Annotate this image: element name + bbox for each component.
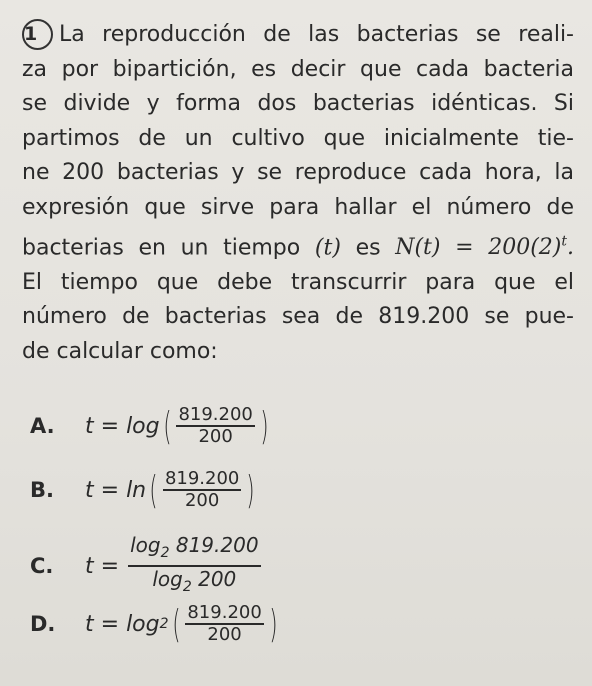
question-line: El tiempo que debe transcurrir para que el (22, 269, 574, 295)
option-lhs: t = (85, 611, 120, 637)
right-paren: ) (260, 404, 269, 448)
log-base: 2 (159, 616, 169, 632)
right-paren: ) (269, 602, 278, 646)
option-c[interactable] (30, 533, 263, 599)
question-line-text: La reproducción de las bacterias se reali- (59, 22, 574, 47)
question-line: expresión que sirve para hallar el número de (22, 194, 574, 220)
question-line (22, 225, 574, 266)
fraction-denominator: 200 (198, 426, 233, 447)
question-line: número de bacterias sea de 819.200 se pue- (22, 304, 574, 330)
option-lhs: t = (85, 477, 120, 503)
formula-base: N(t) = 200(2) (395, 235, 562, 261)
numerator-value: 819.200 (175, 533, 259, 557)
question-line: ne 200 bacterias y se reproduce cada hora, la (22, 160, 574, 185)
option-d[interactable] (30, 603, 281, 645)
fraction (176, 405, 254, 447)
option-lhs: t = (85, 553, 120, 579)
denominator-value: 200 (198, 567, 237, 591)
log-fraction (128, 533, 261, 599)
option-letter: D. (30, 612, 56, 636)
question-line-text: es (355, 235, 381, 261)
question-line: de calcular como: (22, 338, 218, 364)
option-expression (85, 603, 281, 645)
formula-exponent: t (561, 234, 567, 250)
option-a[interactable] (30, 405, 272, 447)
fraction-numerator: 819.200 (178, 404, 253, 425)
option-letter: A. (30, 414, 55, 438)
fraction-denominator (150, 567, 238, 599)
left-paren: ( (171, 602, 181, 646)
option-lhs: t = (85, 413, 120, 439)
option-function: log (126, 413, 160, 439)
left-paren: ( (149, 468, 158, 512)
right-paren: ) (246, 468, 255, 512)
option-b[interactable] (30, 469, 258, 511)
question-text (22, 18, 574, 369)
question-line: se divide y forma dos bacterias idénticas. Si (22, 91, 574, 116)
numerator-base: 2 (160, 545, 170, 561)
growth-formula (395, 235, 574, 260)
fraction-numerator: 819.200 (187, 602, 262, 623)
option-function: ln (126, 477, 147, 503)
option-expression (85, 405, 272, 447)
fraction (185, 603, 263, 645)
option-letter: C. (30, 554, 54, 578)
fraction (163, 469, 241, 511)
time-variable: (t) (314, 235, 341, 261)
question-line (22, 18, 574, 53)
fraction-numerator (128, 533, 261, 567)
option-letter: B. (30, 478, 54, 502)
left-paren: ( (162, 404, 172, 448)
denominator-function: log (152, 567, 183, 591)
numerator-function: log (130, 533, 161, 557)
question-line-text: bacterias en un tiempo (22, 235, 301, 261)
formula-period: . (567, 235, 574, 261)
question-line: za por bipartición, es decir que cada bacteria (22, 56, 574, 82)
option-expression (85, 533, 263, 599)
option-expression (85, 469, 258, 511)
fraction-numerator: 819.200 (164, 468, 240, 489)
option-function: log (126, 611, 160, 637)
question-number-badge: 1 (22, 19, 53, 50)
fraction-denominator: 200 (207, 624, 242, 645)
denominator-base: 2 (182, 579, 192, 595)
question-line: partimos de un cultivo que inicialmente tie- (22, 125, 574, 151)
fraction-denominator: 200 (184, 490, 220, 511)
